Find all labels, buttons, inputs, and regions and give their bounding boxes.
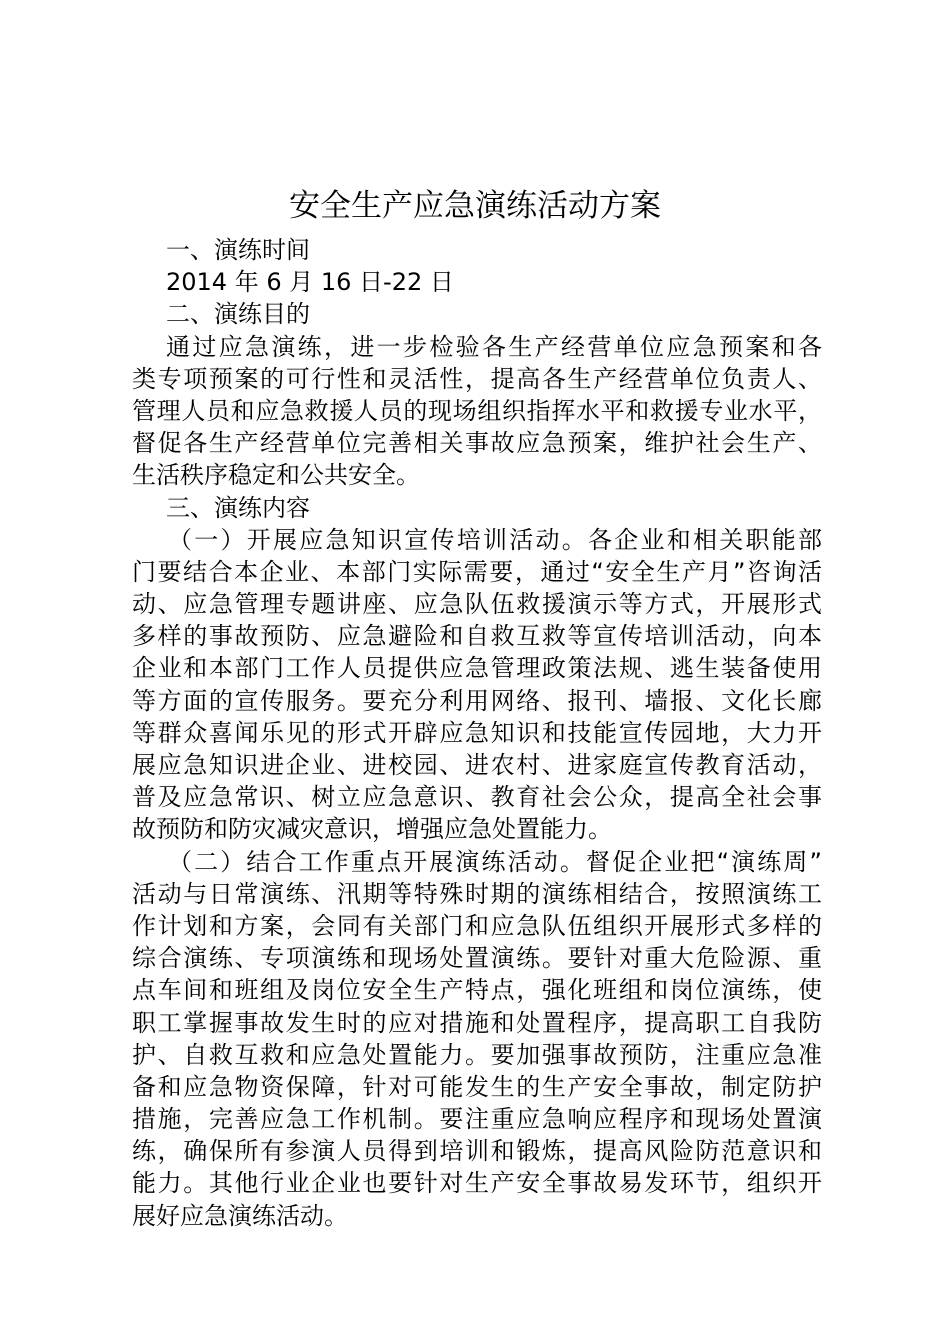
paragraph-line: 展好应急演练活动。	[132, 1201, 348, 1230]
section-heading-purpose: 二、演练目的	[166, 300, 310, 329]
paragraph-line: 管理人员和应急救援人员的现场组织指挥水平和救援专业水平，	[132, 396, 822, 425]
paragraph-line: 等群众喜闻乐见的形式开辟应急知识和技能宣传园地，大力开	[132, 718, 822, 747]
paragraph-line: 点车间和班组及岗位安全生产特点，强化班组和岗位演练，使	[132, 976, 822, 1005]
section-heading-time: 一、演练时间	[166, 236, 310, 264]
paragraph-line: 类专项预案的可行性和灵活性，提高各生产经营单位负责人、	[132, 364, 822, 393]
paragraph-line: 能力。其他行业企业也要针对生产安全事故易发环节，组织开	[132, 1169, 822, 1198]
paragraph-line: 措施，完善应急工作机制。要注重应急响应程序和现场处置演	[132, 1105, 822, 1134]
paragraph-line: 企业和本部门工作人员提供应急管理政策法规、逃生装备使用	[132, 654, 822, 683]
paragraph-line: （一）开展应急知识宣传培训活动。各企业和相关职能部	[168, 525, 822, 554]
paragraph-line: 多样的事故预防、应急避险和自救互救等宣传培训活动，向本	[132, 622, 822, 651]
paragraph-line: 练，确保所有参演人员得到培训和锻炼，提高风险防范意识和	[132, 1137, 822, 1166]
paragraph-line: 动、应急管理专题讲座、应急队伍救援演示等方式，开展形式	[132, 590, 822, 619]
paragraph-line: 生活秩序稳定和公共安全。	[132, 461, 420, 490]
paragraph-line: 普及应急常识、树立应急意识、教育社会公众，提高全社会事	[132, 783, 822, 812]
paragraph-line: 故预防和防灾减灾意识，增强应急处置能力。	[132, 815, 612, 844]
paragraph-line: 备和应急物资保障，针对可能发生的生产安全事故，制定防护	[132, 1072, 822, 1101]
paragraph-line: 综合演练、专项演练和现场处置演练。要针对重大危险源、重	[132, 944, 822, 973]
paragraph-line: 等方面的宣传服务。要充分利用网络、报刊、墙报、文化长廊	[132, 686, 822, 715]
paragraph-line: （二）结合工作重点开展演练活动。督促企业把“演练周”	[168, 847, 822, 876]
paragraph-line: 通过应急演练，进一步检验各生产经营单位应急预案和各	[166, 332, 822, 361]
paragraph-line: 护、自救互救和应急处置能力。要加强事故预防，注重应急准	[132, 1040, 822, 1069]
paragraph-line: 展应急知识进企业、进校园、进农村、进家庭宣传教育活动，	[132, 751, 822, 779]
document-body	[132, 234, 822, 1232]
paragraph-line: 门要结合本企业、本部门实际需要，通过“安全生产月”咨询活	[132, 557, 822, 586]
paragraph-line: 职工掌握事故发生时的应对措施和处置程序，提高职工自我防	[132, 1008, 822, 1037]
paragraph-line: 作计划和方案，会同有关部门和应急队伍组织开展形式多样的	[132, 911, 822, 940]
drill-date: 2014 年 6 月 16 日-22 日	[166, 268, 454, 297]
paragraph-line: 督促各生产经营单位完善相关事故应急预案，维护社会生产、	[132, 429, 822, 458]
paragraph-line: 活动与日常演练、汛期等特殊时期的演练相结合，按照演练工	[132, 879, 822, 908]
section-heading-content: 三、演练内容	[166, 493, 310, 522]
document-title: 安全生产应急演练活动方案	[289, 188, 661, 224]
